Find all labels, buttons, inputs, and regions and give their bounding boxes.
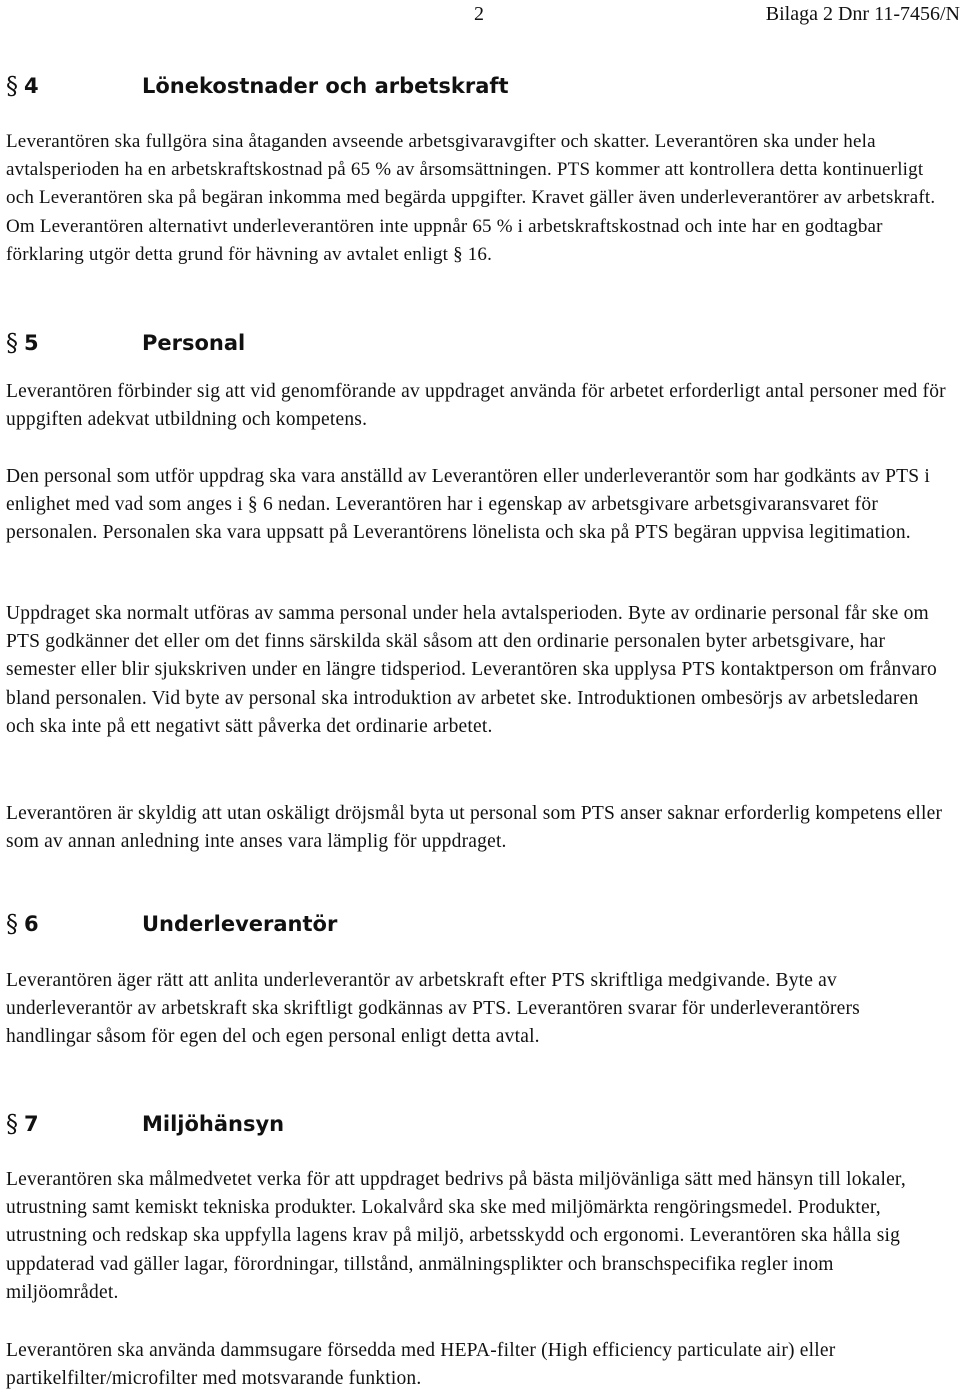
paragraph: Uppdraget ska normalt utföras av samma personal under hela avtalsperioden. Byte av ordinarie personal får ske om PTS godkänner det eller om det finns särskilda skäl såsom att den ordinarie personalen byter arbetsgivare, har semester eller blir sjukskriven under en längre tidsperiod. Leverantören ska upplysa PTS kontaktperson om frånvaro bland personalen. Vid byte av personal ska introduktion av arbetet ske. Introduktionen ombesörjs av arbetsledaren och ska inte på ett negativt sätt påverka det ordinarie arbetet. bbox=[6, 603, 937, 737]
paragraph: Den personal som utför uppdrag ska vara anställd av Leverantören eller underleverantör som har godkänts av PTS i enlighet med vad som anges i § 6 nedan. Leverantören har i egenskap av arbetsgivare arbetsgivaransvaret för personalen. Personalen ska vara uppsatt på Leverantörens lönelista och ska på PTS begäran uppvisa legitimation. bbox=[6, 466, 930, 544]
document-reference: Bilaga 2 Dnr 11-7456/N bbox=[765, 3, 960, 25]
section-title: Personal bbox=[142, 331, 246, 355]
paragraph: Leverantören ska målmedvetet verka för att uppdraget bedrivs på bästa miljövänliga sätt med hänsyn till lokaler, utrustning samt kemiskt tekniska produkter. Lokalvård ska ske med miljömärkta rengöringsmedel. Produkter, utrustning och redskap ska uppfylla lagens krav på miljö, arbetsskydd och ergonomi. Leverantören ska hålla sig uppdaterad vad gäller lagar, förordningar, tillstånd, anmälningsplikter och branschspecifika regler inom miljöområdet. bbox=[6, 1169, 906, 1303]
section-symbol: § bbox=[6, 1110, 18, 1138]
paragraph: Leverantören äger rätt att anlita underleverantör av arbetskraft efter PTS skriftliga medgivande. Byte av underleverantör av arbetskraft ska skriftligt godkännas av PTS. Leverantören svarar för underleverantörers handlingar såsom för egen del och egen personal enligt detta avtal. bbox=[6, 970, 860, 1048]
section-title: Miljöhänsyn bbox=[142, 1112, 285, 1136]
section-symbol: § bbox=[6, 72, 18, 100]
section-number: 7 bbox=[24, 1112, 39, 1136]
section-number: 6 bbox=[24, 912, 39, 936]
paragraph: Leverantören är skyldig att utan oskäligt dröjsmål byta ut personal som PTS anser saknar erforderlig kompetens eller som av annan anledning inte anses vara lämplig för uppdraget. bbox=[6, 803, 943, 853]
paragraph: Leverantören förbinder sig att vid genomförande av uppdraget använda för arbetet erforderligt antal personer med för uppgiften adekvat utbildning och kompetens. bbox=[6, 381, 946, 431]
paragraph: Leverantören ska fullgöra sina åtaganden avseende arbetsgivaravgifter och skatter. Leverantören ska under hela avtalsperioden ha en arbetskraftskostnad på 65 % av årsomsättningen. PTS kommer att kontrollera detta kontinuerligt och Leverantören ska på begäran inkomma med begärda uppgifter. Kravet gäller även underleverantörer av arbetskraft. Om Leverantören alternativt underleverantören inte uppnår 65 % i arbetskraftskostnad och inte har en godtagbar förklaring utgör detta grund för hävning av avtalet enligt § 16. bbox=[6, 131, 936, 265]
section-title: Lönekostnader och arbetskraft bbox=[142, 74, 509, 98]
section-number: 4 bbox=[24, 74, 39, 98]
page-number: 2 bbox=[474, 3, 484, 25]
section-symbol: § bbox=[6, 329, 18, 357]
section-heading-7 bbox=[6, 1106, 284, 1142]
section-heading-4 bbox=[6, 68, 509, 104]
section-heading-6 bbox=[6, 906, 337, 942]
section-heading-5 bbox=[6, 325, 245, 361]
page-header bbox=[0, 0, 960, 28]
section-symbol: § bbox=[6, 910, 18, 938]
section-number: 5 bbox=[24, 331, 39, 355]
section-title: Underleverantör bbox=[142, 912, 338, 936]
paragraph: Leverantören ska använda dammsugare försedda med HEPA-filter (High efficiency particulate air) eller partikelfilter/microfilter med motsvarande funktion. bbox=[6, 1340, 836, 1390]
